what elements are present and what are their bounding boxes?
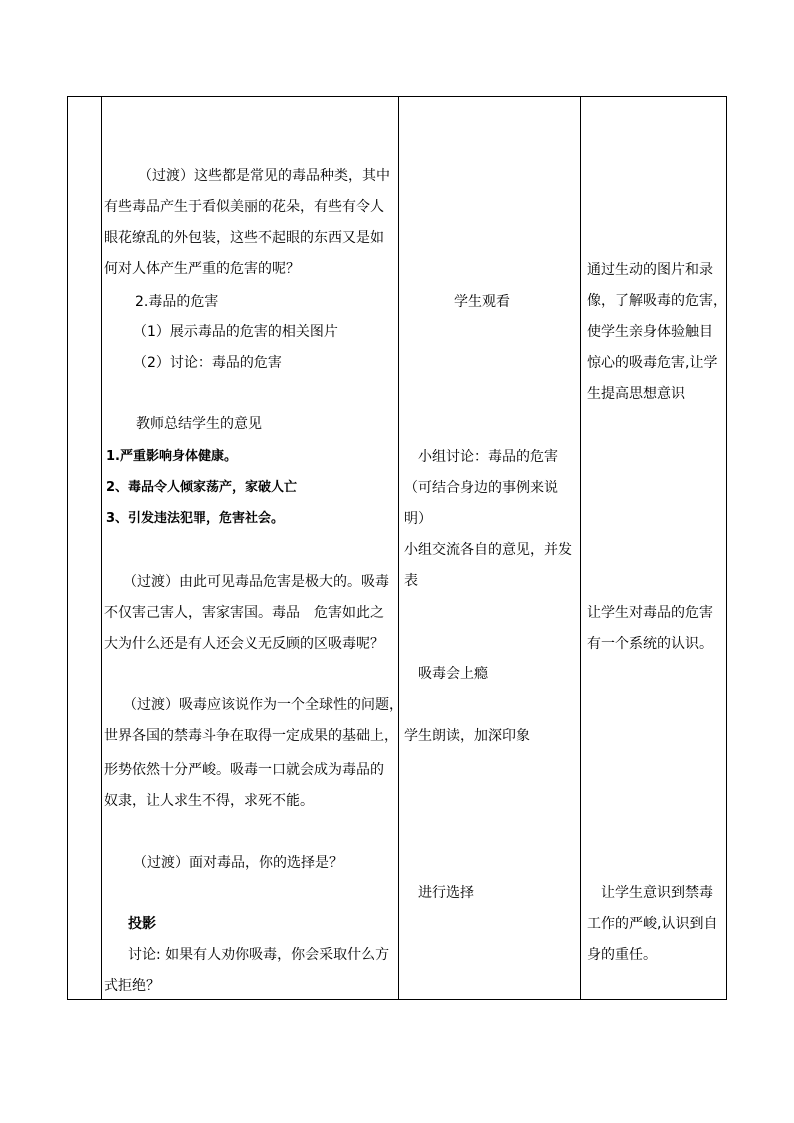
transition-paragraph-2: 不仅害己害人，害家害国。毒品 危害如此之 xyxy=(104,605,384,621)
transition-paragraph-3: 世界各国的禁毒斗争在取得一定成果的基础上， xyxy=(104,728,398,744)
group-discussion: 表 xyxy=(404,573,418,589)
column-divider xyxy=(398,97,399,999)
student-choose: 进行选择 xyxy=(418,885,474,901)
section-heading: 2.毒品的危害 xyxy=(135,294,219,310)
transition-paragraph-2: （过渡）由此可见毒品危害是极大的。吸毒 xyxy=(123,574,389,590)
transition-paragraph-3: 奴隶，让人求生不得，求死不能。 xyxy=(104,793,314,809)
harm-point-2: 2、毒品令人倾家荡产，家破人亡 xyxy=(106,480,298,495)
group-discussion: （可结合身边的事例来说 xyxy=(404,480,558,496)
group-discussion: 小组讨论：毒品的危害 xyxy=(418,449,558,465)
transition-paragraph-1: 何对人体产生严重的危害的呢？ xyxy=(104,261,300,277)
intent-1: 通过生动的图片和录 xyxy=(587,262,713,278)
group-discussion: 小组交流各自的意见，并发 xyxy=(404,542,572,558)
group-discussion: 明） xyxy=(404,511,432,527)
intent-1: 像，了解吸毒的危害， xyxy=(587,293,727,309)
student-read: 学生朗读，加深印象 xyxy=(404,728,530,744)
intent-1: 惊心的吸毒危害,让学 xyxy=(587,355,718,371)
transition-paragraph-1: 有些毒品产生于看似美丽的花朵，有些有令人 xyxy=(104,199,384,215)
transition-paragraph-3: 形势依然十分严峻。吸毒一口就会成为毒品的 xyxy=(104,762,384,778)
transition-paragraph-4: （过渡）面对毒品，你的选择是？ xyxy=(133,855,343,871)
transition-paragraph-1: 眼花缭乱的外包装，这些不起眼的东西又是如 xyxy=(104,230,384,246)
transition-paragraph-3: （过渡）吸毒应该说作为一个全球性的问题， xyxy=(123,697,403,713)
intent-2: 让学生对毒品的危害 xyxy=(587,605,713,621)
intent-2: 有一个系统的认识。 xyxy=(587,636,713,652)
intent-3: 身的重任。 xyxy=(587,947,657,963)
intent-1: 生提高思想意识 xyxy=(587,386,685,402)
harm-point-3: 3、引发违法犯罪，危害社会。 xyxy=(106,511,285,526)
column-divider xyxy=(580,97,581,999)
transition-paragraph-1: （过渡）这些都是常见的毒品种类，其中 xyxy=(138,168,390,184)
discussion-prompt: 讨论: 如果有人劝你吸毒，你会采取什么方 xyxy=(128,947,390,963)
intent-3: 让学生意识到禁毒 xyxy=(601,885,713,901)
projection-label: 投影 xyxy=(128,916,156,932)
teacher-summary: 教师总结学生的意见 xyxy=(136,416,262,432)
intent-3: 工作的严峻,认识到自 xyxy=(587,916,718,932)
sub-item-1: （1）展示毒品的危害的相关图片 xyxy=(133,324,338,340)
addiction-note: 吸毒会上瘾 xyxy=(418,666,488,682)
column-divider xyxy=(101,97,102,999)
intent-1: 使学生亲身体验触目 xyxy=(587,324,713,340)
discussion-prompt: 式拒绝？ xyxy=(104,978,160,994)
transition-paragraph-2: 大为什么还是有人还会义无反顾的区吸毒呢？ xyxy=(104,636,384,652)
harm-point-1: 1.严重影响身体健康。 xyxy=(106,449,237,464)
sub-item-2: （2）讨论：毒品的危害 xyxy=(133,355,282,371)
student-watch: 学生观看 xyxy=(454,294,510,310)
